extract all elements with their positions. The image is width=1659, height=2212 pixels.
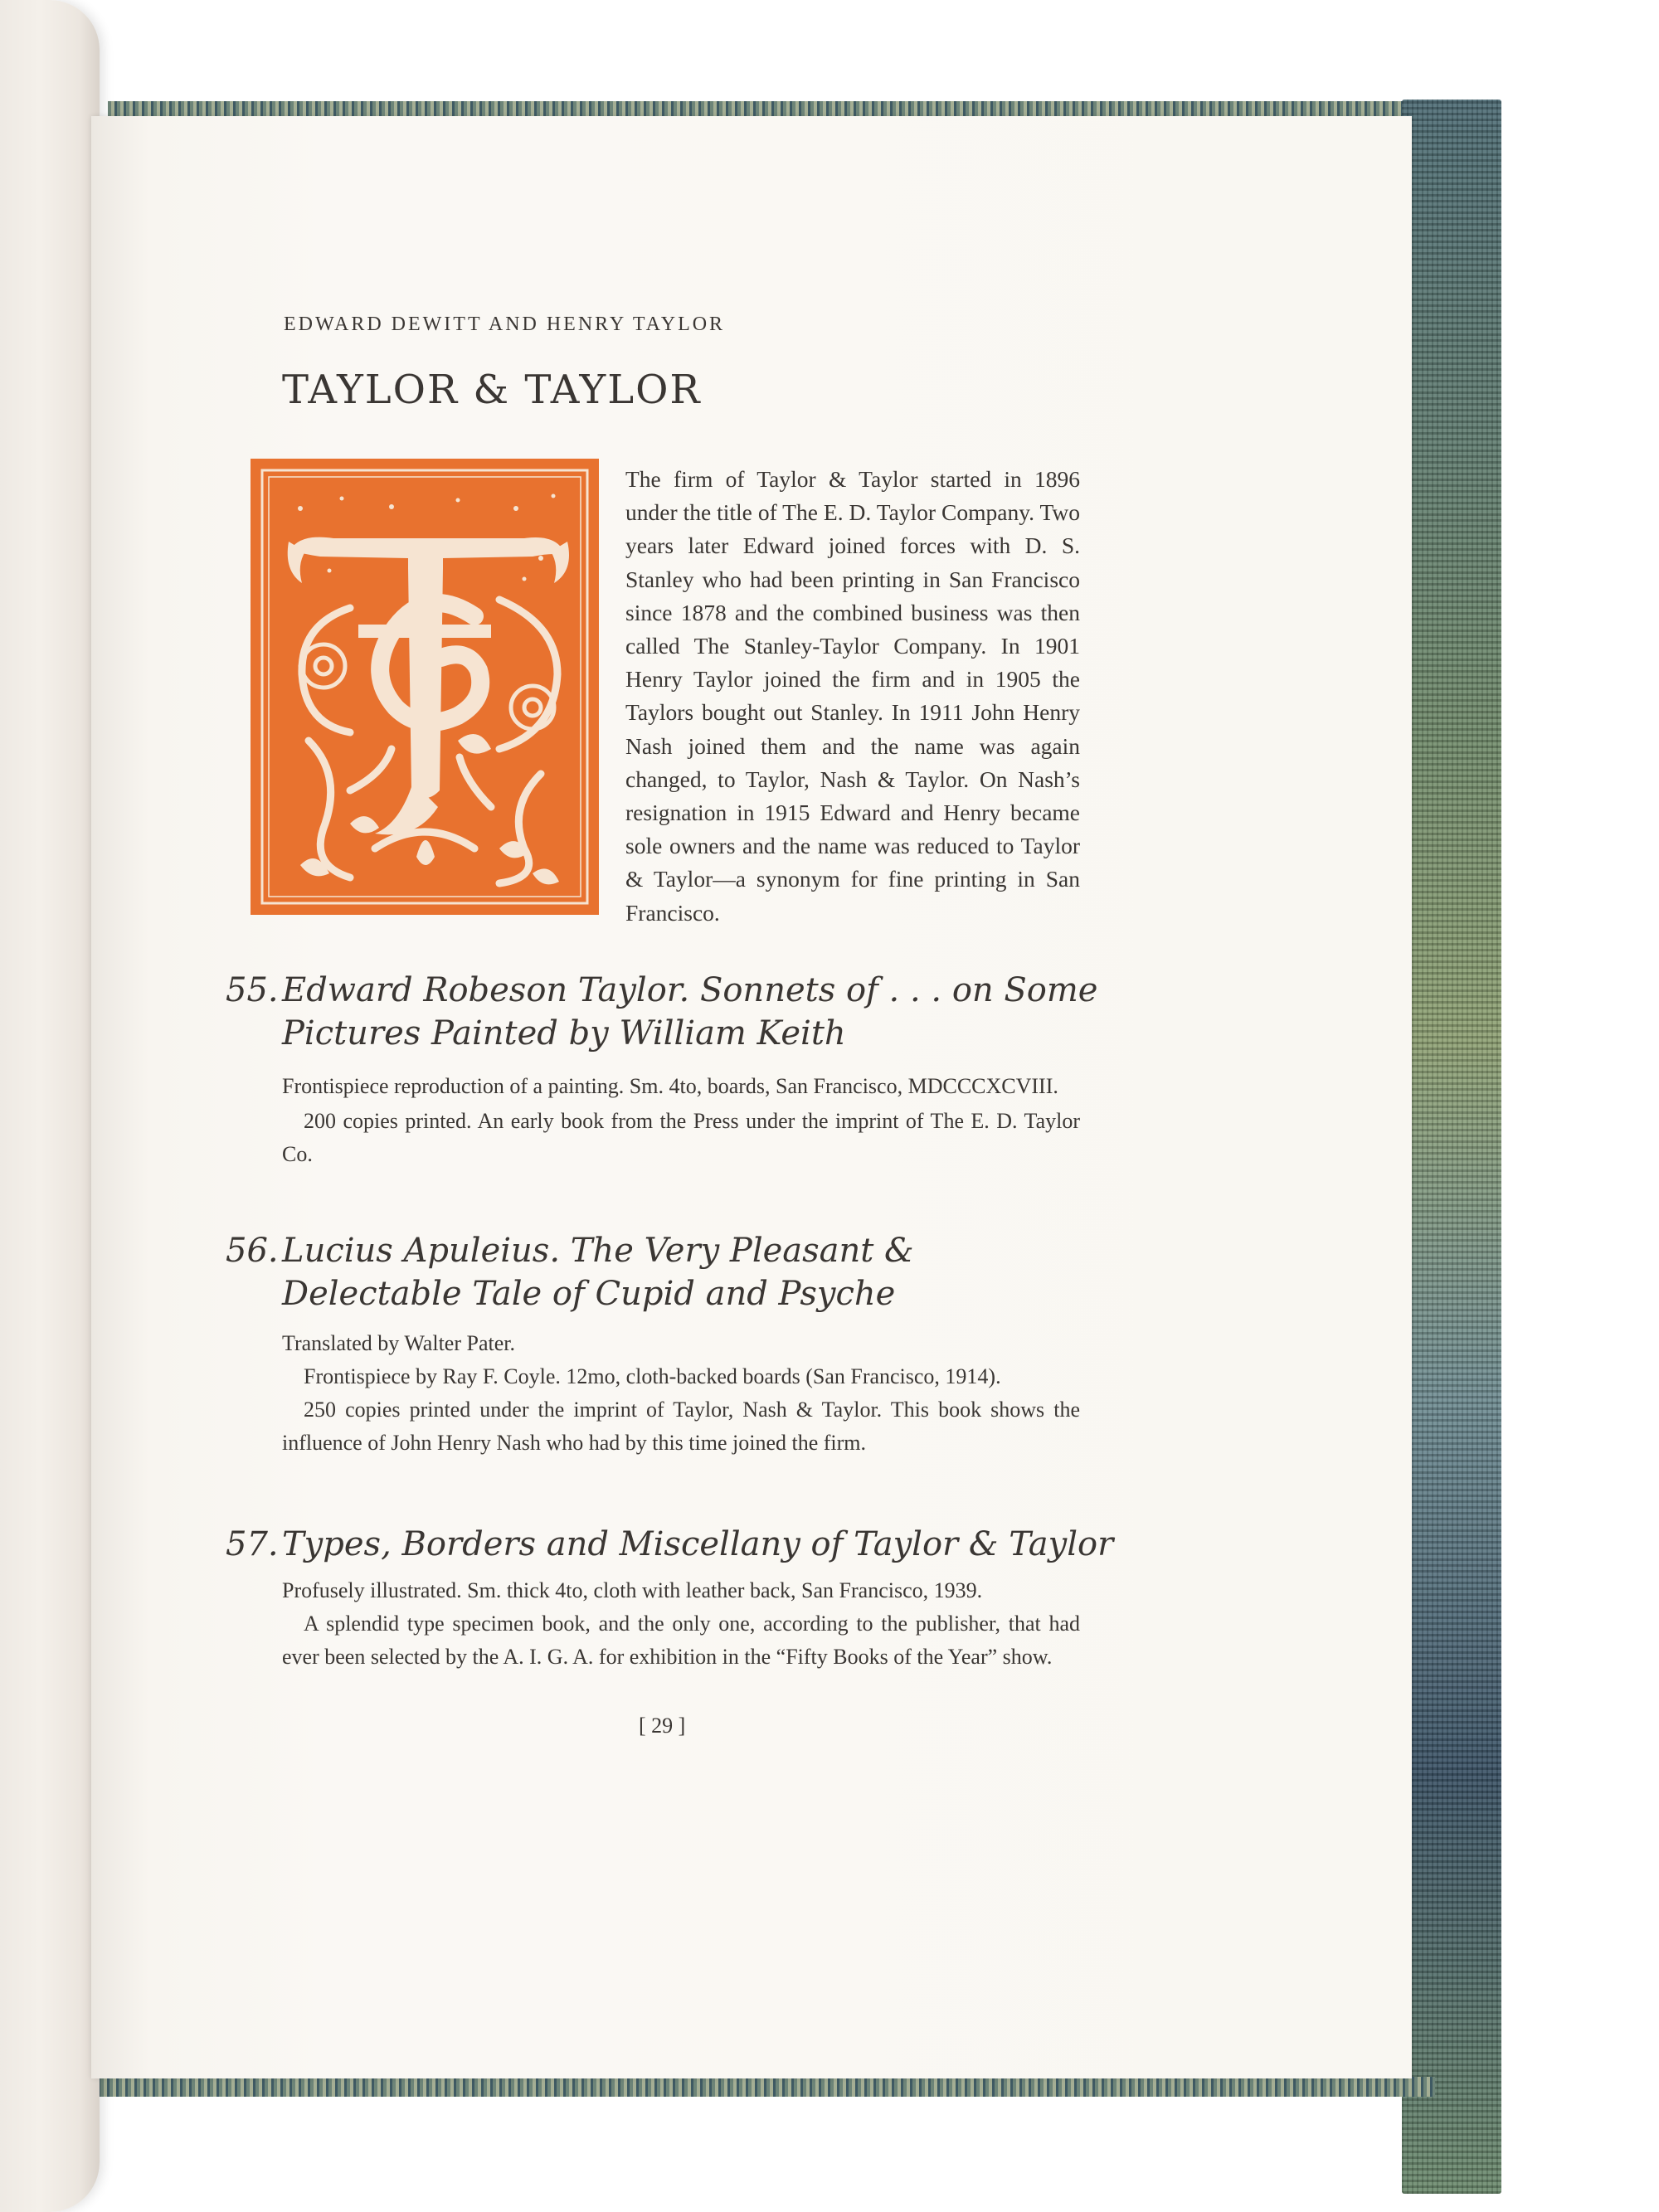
- entry-paragraph: A splendid type specimen book, and the only one, according to the publisher, that had ever been selected by the A. I. G. A. for exhibition in the “Fifty Books of the Year” show.: [282, 1612, 1080, 1669]
- entry-description: [282, 1070, 1080, 1171]
- entry-paragraph: Frontispiece by Ray F. Coyle. 12mo, cloth-backed boards (San Francisco, 1914).: [304, 1364, 1001, 1388]
- entry-title: [226, 969, 1097, 1055]
- page-number: [ 29 ]: [639, 1714, 686, 1738]
- entry-description: [282, 1327, 1080, 1460]
- entry-title-line: Types, Borders and Miscellany of Taylor & Taylor: [282, 1525, 1114, 1563]
- ornamental-initial-monogram: [251, 459, 599, 915]
- entry-number: 55.: [226, 971, 279, 1009]
- entry-paragraph: Profusely illustrated. Sm. thick 4to, cloth with leather back, San Francisco, 1939.: [282, 1578, 983, 1602]
- book-cover-edge: [1402, 100, 1501, 2194]
- cover-edge-bottom: [91, 2077, 1435, 2097]
- entry-paragraph: 200 copies printed. An early book from the Press under the imprint of The E. D. Taylor Co.: [282, 1109, 1080, 1166]
- entry-paragraph: Translated by Walter Pater.: [282, 1331, 515, 1355]
- entry-title: [226, 1523, 1113, 1566]
- firm-title: TAYLOR & TAYLOR: [282, 367, 702, 413]
- running-head: EDWARD DEWITT AND HENRY TAYLOR: [284, 314, 726, 335]
- entry-description: [282, 1574, 1080, 1674]
- entry-paragraph: Frontispiece reproduction of a painting. Sm. 4to, boards, San Francisco, MDCCCXCVIII.: [282, 1074, 1058, 1098]
- entry-paragraph: 250 copies printed under the imprint of Taylor, Nash & Taylor. This book shows the influence of John Henry Nash who had by this time joined the firm.: [282, 1398, 1080, 1455]
- entry-title: [226, 1229, 914, 1315]
- entry-number: 57.: [226, 1525, 279, 1563]
- entry-title-line: Delectable Tale of Cupid and Psyche: [282, 1275, 896, 1313]
- intro-paragraph: The firm of Taylor & Taylor started in 1896 under the title of The E. D. Taylor Company. Two years later Edward joined forces with D. S. Stanley who had been printing in San Francisco since 1878 and the combined business was then called The Stanley-Taylor Company. In 1901 Henry Taylor joined the firm and in 1905 the Taylors bought out Stanley. In 1911 John Henry Nash joined them and the name was again changed, to Taylor, Nash & Taylor. On Nash’s resignation in 1915 Edward and Henry became sole owners and the name was reduced to Taylor & Taylor—a synonym for fine printing in San Francisco.: [625, 466, 1080, 926]
- previous-page-edge: [0, 0, 100, 2212]
- entry-title-line: Edward Robeson Taylor. Sonnets of . . . on Some: [282, 971, 1098, 1009]
- entry-number: 56.: [226, 1232, 279, 1270]
- entry-title-line: Pictures Painted by William Keith: [282, 1014, 846, 1053]
- entry-title-line: Lucius Apuleius. The Very Pleasant &: [282, 1232, 914, 1270]
